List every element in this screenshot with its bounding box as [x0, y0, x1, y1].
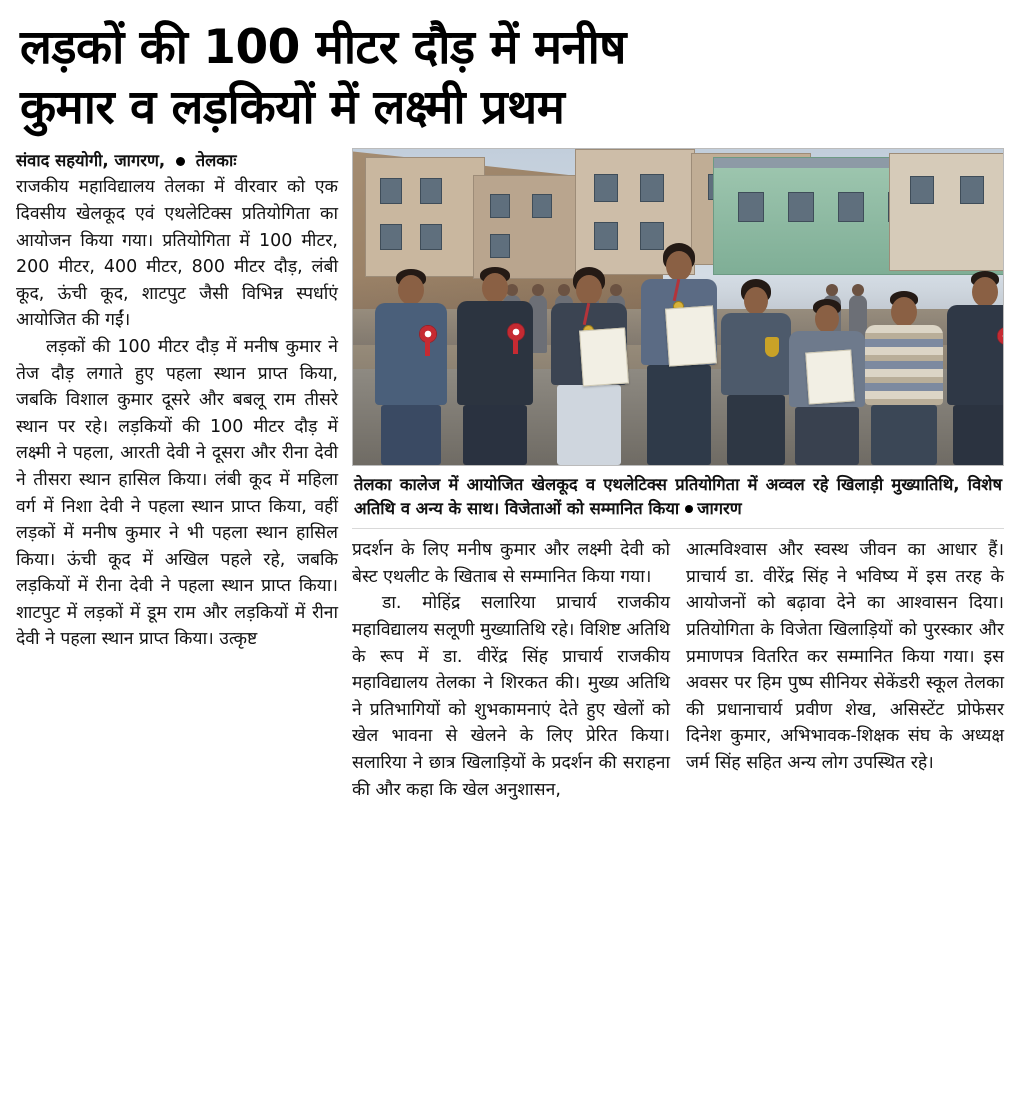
headline-line-2: कुमार व लड़कियों में लक्ष्मी प्रथम	[20, 80, 565, 136]
photo-winner	[641, 255, 717, 465]
photo-credit: जागरण	[697, 498, 742, 518]
paragraph: प्रदर्शन के लिए मनीष कुमार और लक्ष्मी देवी को बेस्ट एथलीट के खिताब से सम्मानित किया गया।	[352, 540, 670, 587]
headline-line-1: लड़कों की 100 मीटर दौड़ में मनीष	[20, 20, 626, 75]
photo-building	[473, 175, 583, 279]
photo-caption	[352, 466, 1004, 529]
byline	[16, 148, 338, 173]
caption-text: तेलका कालेज में आयोजित खेलकूद व एथलेटिक्स प्रतियोगिता में अव्वल रहे खिलाड़ी मुख्यातिथि, विशेष अतिथि व अन्य के साथ। विजेताओं को सम्मानित किया	[354, 475, 1002, 518]
photo-building	[889, 153, 1004, 271]
column-three	[686, 537, 1004, 803]
byline-place: तेलकाः	[195, 151, 237, 171]
paragraph: आत्मविश्वास और स्वस्थ जीवन का आधार हैं। प्राचार्य डा. वीरेंद्र सिंह ने भविष्य में इस तरह के आयोजनों को बढ़ावा देने का आश्वासन दिया। प्रतियोगिता के विजेता खिलाड़ियों को पुरस्कार और प्रमाणपत्र वितरित कर सम्मानित किया गया। इस अवसर पर हिम पुष्प सीनियर सेकेंडरी स्कूल तेलका की प्रधानाचार्य प्रवीण शेख, असिस्टेंट प्रोफेसर दिनेश कुमार, अभिभावक-शिक्षक संघ के अध्यक्ष जर्म सिंह सहित अन्य लोग उपस्थित रहे।	[686, 540, 1004, 773]
photo-person	[789, 285, 865, 465]
article-body	[16, 148, 1004, 803]
lower-columns	[352, 537, 1004, 803]
event-photo	[352, 148, 1004, 466]
photo-winner	[551, 267, 627, 465]
paragraph: डा. मोहिंद्र सलारिया प्राचार्य राजकीय महाविद्यालय सलूणी मुख्यातिथि रहे। विशिष्ट अतिथि के रूप में डा. वीरेंद्र सिंह प्राचार्य राजकीय महाविद्यालय तेलका ने शिरकत की। मुख्य अतिथि ने प्रतिभागियों को शुभकामनाएं देते हुए खेलों को खेल भावना से खेलने के लिए प्रेरित किया। सलारिया ने छात्र खिलाड़ियों के प्रदर्शन की सराहना की और कहा कि खेल अनुशासन,	[352, 593, 671, 800]
photo-person	[865, 281, 943, 465]
column-two	[352, 537, 670, 803]
bullet-icon	[176, 157, 185, 166]
paragraph: लड़कों की 100 मीटर दौड़ में मनीष कुमार ने तेज दौड़ लगाते हुए पहला स्थान प्राप्त किया, जबकि विशाल कुमार दूसरे और बबलू राम तीसरे स्थान पर रहे। लड़कियों की 100 मीटर दौड़ में लक्ष्मी ने पहला, आरती देवी ने दूसरा और रीना देवी ने तीसरा स्थान हासिल किया। लंबी कूद में महिला वर्ग में निशा देवी ने पहला स्थान प्राप्त किया, वहीं लड़कों में मनीष कुमार ने भी पहला स्थान हासिल किया। ऊंची कूद में अखिल पहले रहे, जबकि लड़कियों में रीना देवी ने पहला स्थान प्राप्त किया। शाटपुट में लड़कों में डूम राम और लड़कियों में रीना देवी ने पहला स्थान प्राप्त किया। उत्कृष्ट	[16, 336, 338, 650]
photo-building	[365, 157, 485, 277]
photo-block	[352, 148, 1004, 529]
photo-winner	[721, 275, 791, 465]
photo-and-columns	[352, 148, 1004, 803]
bullet-icon	[685, 505, 693, 513]
photo-person	[457, 265, 533, 465]
photo-person	[375, 269, 447, 465]
paragraph: राजकीय महाविद्यालय तेलका में वीरवार को एक दिवसीय खेलकूद एवं एथलेटिक्स प्रतियोगिता का आयोजन किया गया। प्रतियोगिता में 100 मीटर, 200 मीटर, 400 मीटर, 800 मीटर दौड़, लंबी कूद, ऊंची कूद, शाटपुट जैसी विभिन्न स्पर्धाएं आयोजित की गईं।	[16, 177, 338, 331]
photo-person	[947, 269, 1004, 465]
byline-agency: संवाद सहयोगी, जागरण,	[16, 151, 166, 171]
page-title	[16, 18, 1004, 138]
column-one	[16, 148, 338, 653]
